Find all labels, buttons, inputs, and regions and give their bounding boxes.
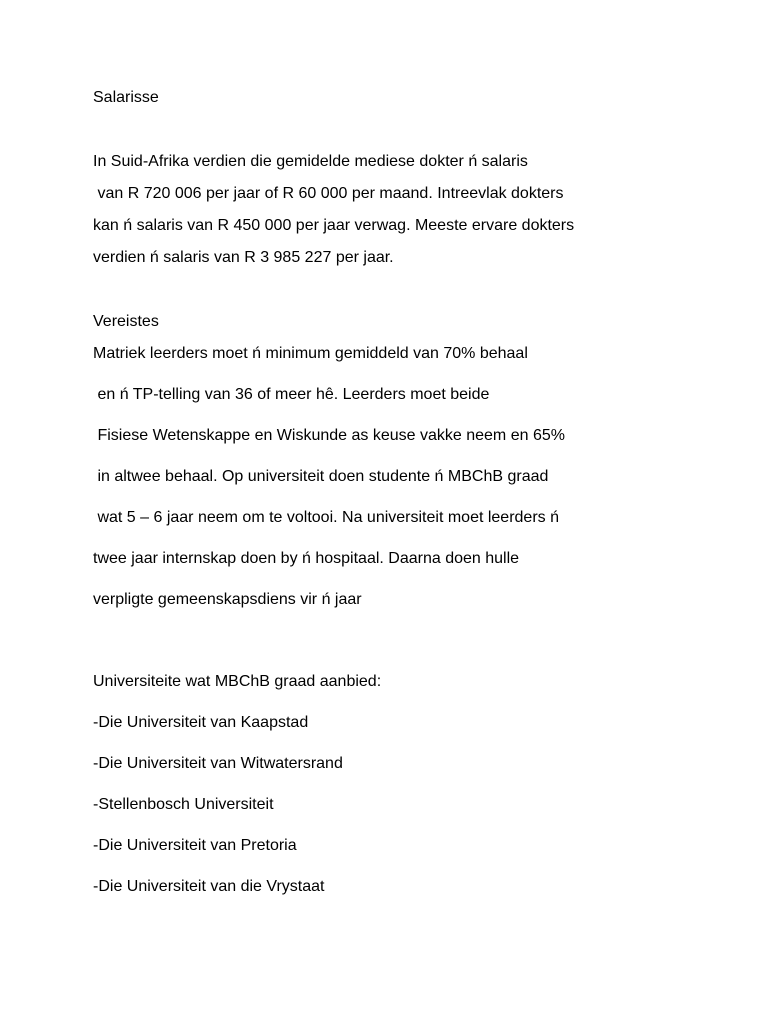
requirements-paragraph-line: verpligte gemeenskapsdiens vir ń jaar: [93, 591, 362, 608]
university-list-item: -Die Universiteit van Kaapstad: [93, 714, 309, 731]
requirements-paragraph-line: wat 5 – 6 jaar neem om te voltooi. Na universiteit moet leerders ń: [93, 509, 559, 526]
university-list-item: -Die Universiteit van Pretoria: [93, 837, 297, 854]
requirements-paragraph-line: Matriek leerders moet ń minimum gemiddeld van 70% behaal: [93, 345, 528, 362]
requirements-heading: Vereistes: [93, 313, 159, 330]
salary-paragraph-line: In Suid-Afrika verdien die gemidelde mediese dokter ń salaris: [93, 153, 528, 170]
salary-paragraph-line: kan ń salaris van R 450 000 per jaar verwag. Meeste ervare dokters: [93, 217, 575, 234]
university-list-item: -Die Universiteit van die Vrystaat: [93, 878, 325, 895]
university-list-item: -Stellenbosch Universiteit: [93, 796, 274, 813]
requirements-paragraph-line: en ń TP-telling van 36 of meer hê. Leerders moet beide: [93, 386, 490, 403]
requirements-paragraph-line: twee jaar internskap doen by ń hospitaal. Daarna doen hulle: [93, 550, 520, 567]
requirements-paragraph-line: Fisiese Wetenskappe en Wiskunde as keuse vakke neem en 65%: [93, 427, 565, 444]
universities-heading: Universiteite wat MBChB graad aanbied:: [93, 673, 382, 690]
salary-paragraph-line: van R 720 006 per jaar of R 60 000 per maand. Intreevlak dokters: [93, 185, 564, 202]
salary-heading: Salarisse: [93, 89, 159, 106]
university-list-item: -Die Universiteit van Witwatersrand: [93, 755, 343, 772]
salary-paragraph-line: verdien ń salaris van R 3 985 227 per jaar.: [93, 249, 394, 266]
requirements-paragraph-line: in altwee behaal. Op universiteit doen studente ń MBChB graad: [93, 468, 549, 485]
